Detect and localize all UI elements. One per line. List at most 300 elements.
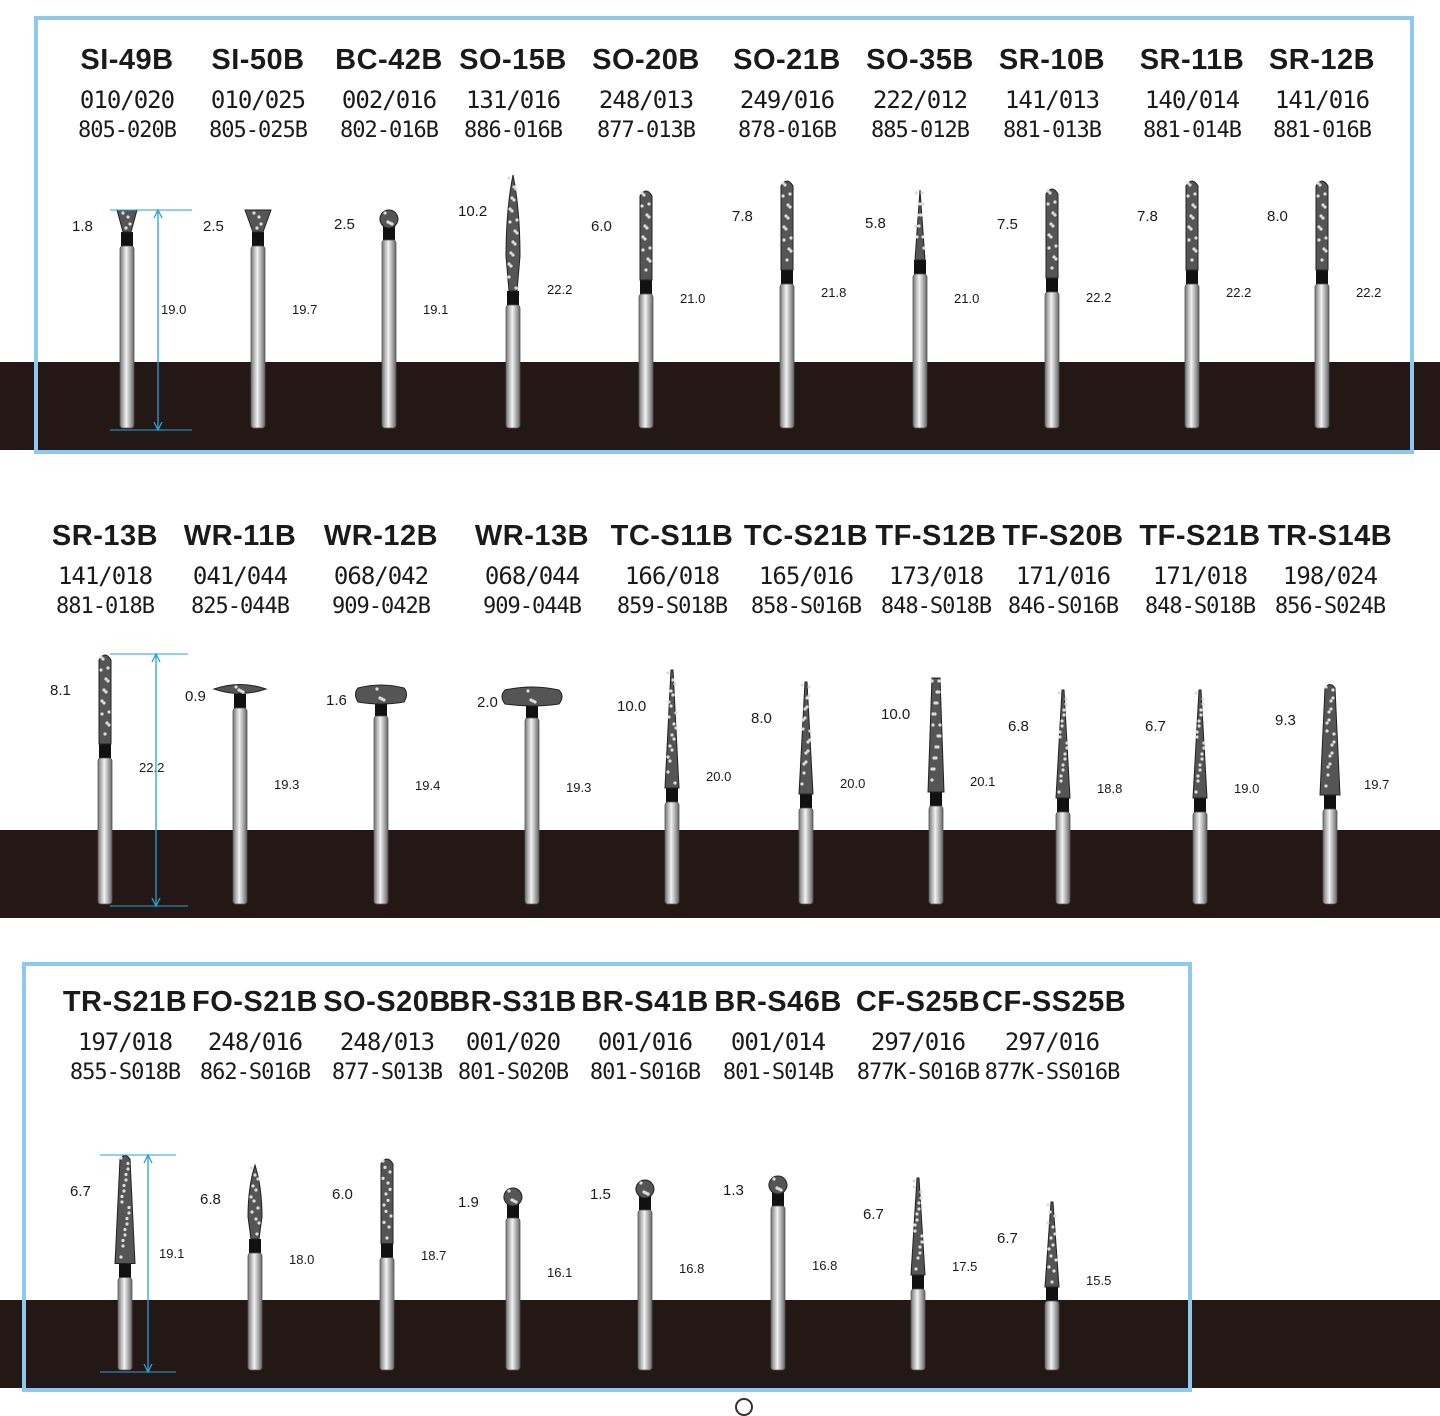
diamond-grit	[251, 1184, 254, 1187]
diamond-grit	[931, 723, 934, 726]
bur-head-diamond	[911, 1178, 925, 1275]
bur-neck	[249, 1239, 261, 1253]
bur-code: TC-S11B	[610, 520, 734, 552]
diamond-grit	[1326, 765, 1329, 768]
diamond-grit	[1198, 768, 1201, 771]
diamond-grit	[1061, 768, 1064, 771]
diamond-grit	[802, 771, 805, 774]
diamond-grit	[1053, 200, 1056, 203]
bur-code: SI-49B	[80, 44, 174, 76]
diamond-grit	[919, 213, 922, 216]
total-length-label: 15.5	[1086, 1273, 1112, 1289]
diamond-grit	[917, 1201, 920, 1204]
head-dimension-label: 9.3	[1275, 712, 1296, 729]
total-length-label: 20.1	[970, 773, 996, 789]
bur-shank	[771, 1206, 785, 1370]
bur-head-diamond	[502, 687, 562, 706]
iso-number: 173/018	[888, 562, 984, 590]
diamond-grit	[918, 1251, 921, 1254]
head-dimension-label: 1.8	[72, 217, 93, 235]
diamond-grit	[1201, 697, 1204, 700]
diamond-grit	[1189, 227, 1192, 230]
bur-code: FO-S21B	[192, 986, 318, 1018]
diamond-grit	[937, 679, 940, 682]
diamond-grit	[529, 698, 532, 701]
diamond-grit	[1048, 191, 1051, 194]
diamond-grit	[1331, 696, 1334, 699]
diamond-grit	[1194, 249, 1197, 252]
bur-neck	[930, 792, 942, 806]
diamond-grit	[666, 671, 669, 674]
bur-neck	[640, 280, 652, 294]
total-length-label: 18.8	[1097, 780, 1123, 796]
reference-number: 825-044B	[191, 594, 289, 619]
reference-number: 909-044B	[483, 594, 581, 619]
diamond-grit	[1060, 719, 1063, 722]
diamond-grit	[918, 202, 921, 205]
diamond-grit	[237, 688, 240, 691]
diamond-grit	[789, 249, 792, 252]
diamond-grit	[1202, 741, 1205, 744]
diamond-grit	[388, 1188, 391, 1191]
bur-code: WR-12B	[323, 520, 439, 552]
reference-number: 877-013B	[597, 118, 695, 143]
diamond-grit	[781, 194, 784, 197]
diamond-grit	[1062, 713, 1065, 716]
diamond-grit	[1323, 205, 1326, 208]
head-dimension-label: 6.8	[200, 1190, 221, 1208]
head-dimension-label: 6.7	[997, 1230, 1018, 1247]
iso-number: 068/042	[333, 562, 429, 590]
diamond-grit	[667, 715, 670, 718]
iso-number: 297/016	[1004, 1028, 1100, 1056]
iso-number: 198/024	[1282, 562, 1378, 590]
iso-number: 197/018	[77, 1028, 173, 1056]
bur-neck	[1046, 278, 1058, 292]
bur-shank	[911, 1289, 925, 1370]
diamond-grit	[934, 745, 937, 748]
diamond-grit	[788, 205, 791, 208]
head-dimension-label: 5.8	[865, 214, 886, 232]
bur-code: WR-11B	[183, 520, 297, 552]
total-length-label: 21.0	[680, 290, 706, 306]
diamond-grit	[1328, 762, 1331, 765]
bur-image	[890, 190, 950, 440]
bur-head-diamond	[380, 210, 398, 228]
bur-neck	[234, 694, 246, 708]
diamond-grit	[1187, 238, 1190, 241]
bur-shank	[638, 1210, 652, 1370]
diamond-grit	[383, 211, 386, 214]
reference-number: 909-042B	[332, 594, 430, 619]
diamond-grit	[515, 218, 518, 221]
diamond-grit	[1201, 702, 1204, 705]
diamond-grit	[775, 1186, 778, 1189]
diamond-grit	[1049, 1254, 1052, 1257]
diamond-grit	[1193, 205, 1196, 208]
diamond-grit	[1047, 246, 1050, 249]
bur-shank	[382, 240, 396, 428]
total-length-label: 22.2	[139, 759, 165, 775]
total-length-label: 19.7	[292, 302, 318, 318]
diamond-grit	[920, 1234, 923, 1237]
bur-neck	[914, 260, 926, 274]
bur-shank	[506, 1218, 520, 1370]
iso-number: 222/012	[872, 86, 968, 114]
diamond-grit	[1324, 249, 1327, 252]
diamond-grit	[922, 246, 925, 249]
diamond-grit	[913, 1229, 916, 1232]
bur-shank	[1315, 284, 1329, 428]
diamond-grit	[384, 1210, 387, 1213]
diamond-grit	[917, 224, 920, 227]
bur-image	[1292, 180, 1352, 440]
bur-image	[888, 1178, 948, 1382]
bur-shank	[251, 246, 265, 428]
bur-neck	[912, 1275, 924, 1289]
diamond-grit	[507, 176, 510, 179]
diamond-grit	[1060, 724, 1063, 727]
bur-shank	[1045, 292, 1059, 428]
bur-shank	[525, 718, 539, 904]
head-dimension-label: 7.5	[997, 216, 1018, 233]
diamond-grit	[381, 1177, 384, 1180]
diamond-grit	[1316, 194, 1319, 197]
diamond-grit	[666, 770, 669, 773]
diamond-grit	[1063, 752, 1066, 755]
bur-shank	[380, 1258, 394, 1370]
diamond-grit	[254, 1188, 257, 1191]
diamond-grit	[1329, 699, 1332, 702]
reference-number: 846-S016B	[1007, 594, 1119, 619]
diamond-grit	[1196, 774, 1199, 777]
iso-number: 248/013	[339, 1028, 435, 1056]
reference-number: 848-S018B	[1144, 594, 1256, 619]
diamond-grit	[800, 683, 803, 686]
iso-number: 131/016	[465, 86, 561, 114]
diamond-grit	[101, 657, 104, 660]
bur-shank	[248, 1253, 262, 1370]
diamond-grit	[930, 778, 933, 781]
diamond-grit	[672, 722, 675, 725]
diamond-grit	[1061, 763, 1064, 766]
diamond-grit	[1199, 713, 1202, 716]
iso-number: 171/018	[1152, 562, 1248, 590]
iso-number: 001/014	[730, 1028, 826, 1056]
diamond-grit	[801, 718, 804, 721]
diamond-grit	[647, 215, 650, 218]
diamond-grit	[1050, 1280, 1053, 1283]
iso-number: 171/016	[1015, 562, 1111, 590]
diamond-grit	[1059, 774, 1062, 777]
total-length-label: 21.0	[954, 290, 980, 306]
diamond-grit	[800, 782, 803, 785]
diamond-grit	[920, 1240, 923, 1243]
bur-neck	[381, 1244, 393, 1258]
diamond-grit	[507, 1189, 510, 1192]
diamond-grit	[671, 678, 674, 681]
iso-number: 002/016	[341, 86, 437, 114]
diamond-grit	[256, 1177, 259, 1180]
reference-number: 856-S024B	[1274, 594, 1386, 619]
head-dimension-label: 6.0	[332, 1186, 353, 1203]
diamond-grit	[930, 767, 933, 770]
bur-image	[357, 1158, 417, 1382]
head-dimension-label: 10.2	[458, 203, 488, 220]
diamond-grit	[912, 1179, 915, 1182]
bur-head-diamond	[356, 685, 407, 704]
diamond-grit	[915, 1218, 918, 1221]
diamond-grit	[1200, 757, 1203, 760]
total-length-label: 16.8	[812, 1258, 838, 1274]
bur-shank	[780, 284, 794, 428]
diamond-grit	[1057, 790, 1060, 793]
diamond-grit	[647, 202, 650, 205]
diamond-grit	[1051, 224, 1054, 227]
bur-code: SR-12B	[1268, 44, 1376, 76]
diamond-grit	[1329, 707, 1332, 710]
diamond-grit	[789, 236, 792, 239]
diamond-grit	[1047, 1265, 1050, 1268]
bur-code: TF-S12B	[875, 520, 997, 552]
total-length-label: 19.0	[1234, 780, 1260, 796]
diamond-grit	[667, 700, 670, 703]
bur-neck	[666, 788, 678, 802]
diamond-grit	[1197, 724, 1200, 727]
diamond-grit	[668, 759, 671, 762]
diamond-grit	[1053, 1232, 1056, 1235]
diamond-grit	[915, 235, 918, 238]
bur-image	[351, 686, 411, 916]
bur-neck	[507, 291, 519, 305]
diamond-grit	[526, 689, 529, 692]
diamond-grit	[1199, 708, 1202, 711]
reference-number: 881-014B	[1143, 118, 1241, 143]
bur-image	[757, 180, 817, 440]
bur-shank	[1193, 812, 1207, 904]
reference-number: 801-S020B	[457, 1060, 569, 1085]
diamond-grit	[1327, 710, 1330, 713]
total-length-label: 18.7	[421, 1247, 447, 1263]
total-length-label: 18.0	[289, 1251, 315, 1267]
diamond-grit	[102, 701, 105, 704]
diamond-grit	[912, 1185, 915, 1188]
diamond-grit	[255, 1232, 258, 1235]
iso-number: 010/020	[79, 86, 175, 114]
diamond-grit	[669, 704, 672, 707]
bur-image	[906, 678, 966, 916]
diamond-grit	[1050, 266, 1053, 269]
diamond-grit	[641, 248, 644, 251]
bur-code: SO-S20B	[323, 986, 451, 1018]
total-length-label: 19.3	[274, 777, 300, 793]
bur-code: BR-S46B	[714, 986, 842, 1018]
diamond-grit	[917, 1207, 920, 1210]
diamond-grit	[673, 781, 676, 784]
diamond-grit	[389, 1214, 392, 1217]
reference-number: 881-016B	[1273, 118, 1371, 143]
reference-number: 881-018B	[56, 594, 154, 619]
diamond-grit	[1330, 743, 1333, 746]
diamond-grit	[938, 723, 941, 726]
diamond-grit	[1327, 718, 1330, 721]
total-length-label: 20.0	[840, 776, 866, 792]
diamond-grit	[508, 207, 511, 210]
reference-number: 858-S016B	[750, 594, 862, 619]
bur-code: TC-S21B	[743, 520, 869, 552]
reference-number: 881-013B	[1003, 118, 1101, 143]
diamond-grit	[920, 191, 923, 194]
diamond-grit	[255, 226, 258, 229]
diamond-grit	[99, 668, 102, 671]
diamond-grit	[772, 1177, 775, 1180]
diamond-grit	[670, 733, 673, 736]
diamond-grit	[1194, 790, 1197, 793]
bur-neck	[1194, 798, 1206, 812]
diamond-grit	[670, 748, 673, 751]
bur-image	[642, 670, 702, 916]
diamond-grit	[514, 286, 517, 289]
diamond-grit	[1198, 763, 1201, 766]
bur-code: CF-SS25B	[982, 986, 1127, 1018]
diamond-grit	[1063, 757, 1066, 760]
diamond-grit	[256, 1206, 259, 1209]
diamond-grit	[644, 268, 647, 271]
diamond-grit	[1046, 1221, 1049, 1224]
diamond-grit	[933, 701, 936, 704]
bur-code: TF-S20B	[1002, 520, 1124, 552]
diamond-grit	[1053, 1214, 1056, 1217]
total-length-label: 19.0	[161, 302, 187, 318]
diamond-grit	[250, 1210, 253, 1213]
head-dimension-label: 10.0	[617, 698, 647, 715]
total-length-label: 19.1	[159, 1246, 185, 1262]
diamond-grit	[385, 1236, 388, 1239]
diamond-grit	[1064, 702, 1067, 705]
diamond-grit	[382, 1221, 385, 1224]
diamond-grit	[931, 712, 934, 715]
head-dimension-label: 6.0	[591, 218, 612, 235]
diamond-grit	[919, 1190, 922, 1193]
diamond-grit	[507, 275, 510, 278]
diamond-grit	[1324, 685, 1327, 688]
bur-code: SO-20B	[592, 44, 700, 76]
diamond-grit	[648, 246, 651, 249]
diamond-grit	[1326, 773, 1329, 776]
diamond-grit	[1328, 754, 1331, 757]
diamond-grit	[1202, 746, 1205, 749]
reference-number: 802-016B	[340, 118, 438, 143]
iso-number: 140/014	[1144, 86, 1240, 114]
diamond-grit	[1320, 258, 1323, 261]
head-dimension-label: 6.7	[70, 1183, 91, 1200]
iso-number: 249/016	[739, 86, 835, 114]
head-dimension-label: 2.0	[477, 693, 498, 711]
bur-code: BC-42B	[335, 44, 443, 76]
diamond-grit	[1332, 732, 1335, 735]
bur-head-diamond	[769, 1176, 787, 1194]
iso-number: 248/013	[598, 86, 694, 114]
iso-number: 001/016	[597, 1028, 693, 1056]
reference-number: 801-S016B	[589, 1060, 701, 1085]
total-length-label: 21.8	[821, 285, 847, 300]
reference-number: 885-012B	[871, 118, 969, 143]
page-indicator-icon	[735, 1398, 753, 1416]
reference-number: 878-016B	[738, 118, 836, 143]
iso-number: 166/018	[624, 562, 720, 590]
diamond-grit	[1188, 183, 1191, 186]
diamond-grit	[1053, 213, 1056, 216]
bur-image	[502, 688, 562, 916]
head-dimension-label: 10.0	[881, 706, 911, 723]
total-length-label: 22.2	[547, 282, 573, 298]
diamond-grit	[388, 1170, 391, 1173]
diamond-grit	[1062, 708, 1065, 711]
diamond-grit	[1065, 741, 1068, 744]
diamond-grit	[1330, 751, 1333, 754]
head-dimension-label: 8.1	[50, 682, 71, 699]
dimension-guide	[110, 652, 230, 908]
diamond-grit	[384, 1192, 387, 1195]
reference-number: 877K-S016B	[856, 1060, 980, 1085]
bur-code: SR-11B	[1139, 44, 1245, 76]
diamond-grit	[386, 1181, 389, 1184]
diamond-grit	[784, 227, 787, 230]
diamond-grit	[1193, 192, 1196, 195]
bur-image	[616, 190, 676, 440]
head-dimension-label: 2.5	[203, 217, 224, 235]
bur-image	[1162, 180, 1222, 440]
dimension-guide	[100, 1153, 220, 1374]
diamond-grit	[382, 1203, 385, 1206]
bur-neck	[1186, 270, 1198, 284]
diamond-grit	[1051, 1225, 1054, 1228]
head-dimension-label: 7.8	[732, 208, 753, 225]
iso-number: 001/020	[465, 1028, 561, 1056]
diamond-grit	[387, 1225, 390, 1228]
diamond-grit	[782, 238, 785, 241]
diamond-grit	[1195, 730, 1198, 733]
diamond-grit	[1064, 697, 1067, 700]
diamond-grit	[668, 744, 671, 747]
diamond-grit	[1054, 1258, 1057, 1261]
diamond-grit	[672, 737, 675, 740]
bur-code: BR-S41B	[581, 986, 709, 1018]
bur-image	[615, 1180, 675, 1382]
diamond-grit	[1194, 236, 1197, 239]
diamond-grit	[1321, 216, 1324, 219]
diamond-grit	[1191, 216, 1194, 219]
head-dimension-label: 6.8	[1008, 718, 1029, 735]
total-length-label: 20.0	[706, 769, 732, 785]
bur-image	[1170, 690, 1230, 916]
diamond-grit	[249, 1166, 252, 1169]
reference-number: 801-S014B	[722, 1060, 834, 1085]
bur-code: SI-50B	[211, 44, 305, 76]
head-dimension-label: 2.5	[334, 215, 355, 233]
diamond-grit	[103, 732, 106, 735]
bur-code: SO-21B	[733, 44, 841, 76]
total-length-label: 22.2	[1086, 289, 1112, 305]
total-length-label: 16.8	[679, 1260, 705, 1276]
diamond-grit	[1197, 719, 1200, 722]
diamond-grit	[1057, 691, 1060, 694]
bur-code: SR-10B	[998, 44, 1106, 76]
diamond-grit	[805, 696, 808, 699]
diamond-grit	[1054, 244, 1057, 247]
diamond-grit	[808, 729, 811, 732]
bur-shank	[913, 274, 927, 428]
